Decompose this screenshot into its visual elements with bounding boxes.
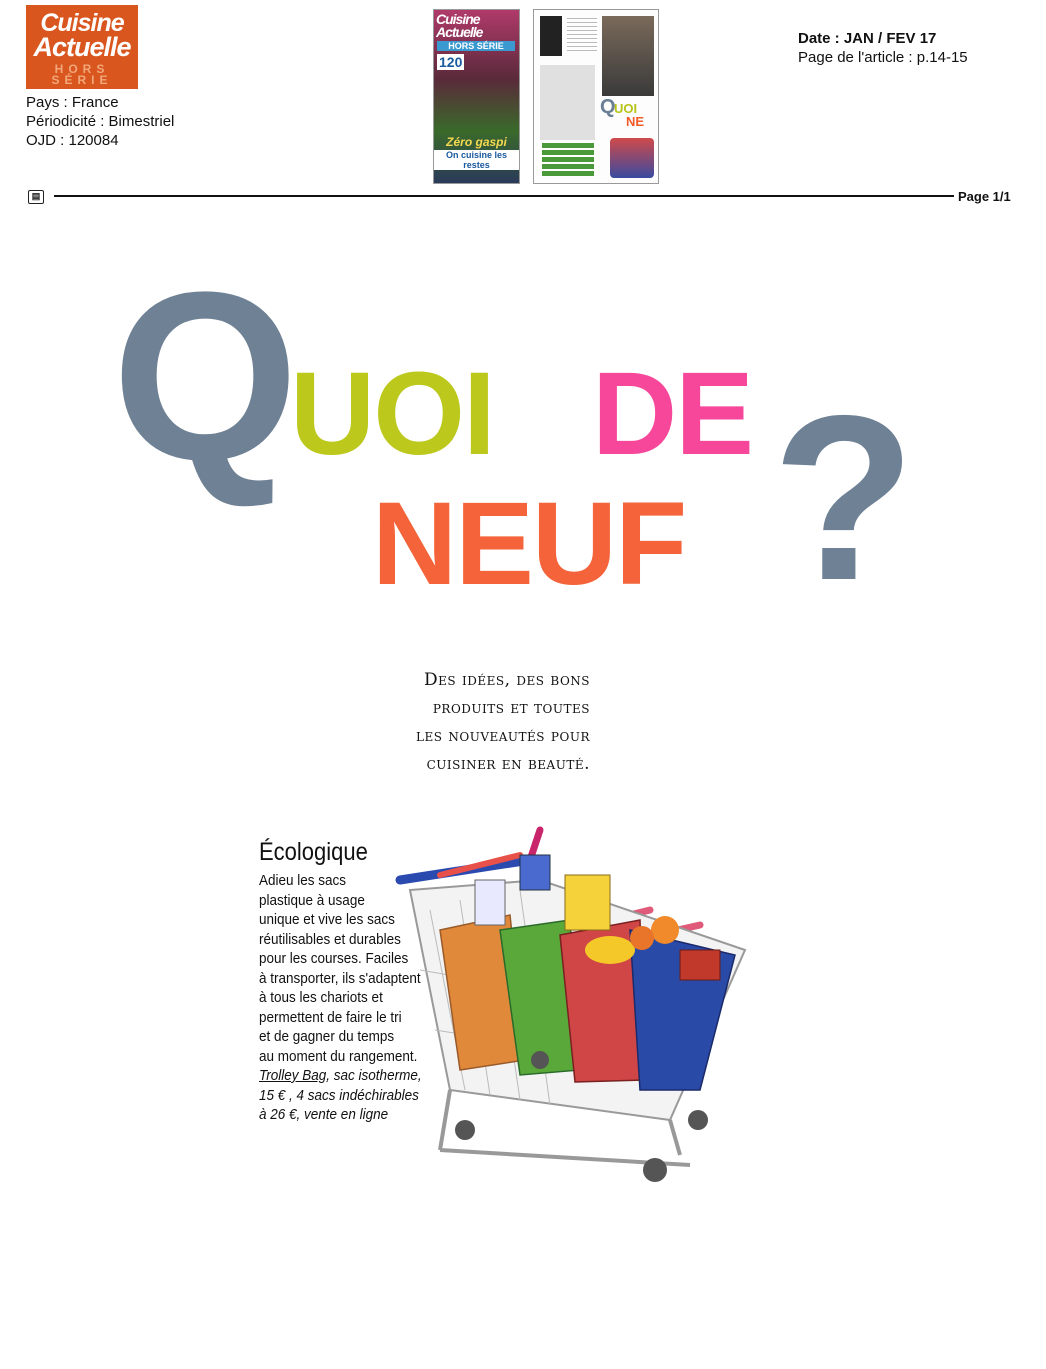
- article-line: réutilisables et durables: [259, 930, 401, 948]
- brand-name: Trolley Bag: [259, 1067, 327, 1084]
- title-question-mark: ?: [772, 366, 916, 629]
- issue-meta: [798, 29, 968, 67]
- article-line: à transporter, ils s'adaptent: [259, 969, 421, 987]
- cover-count: 120: [439, 54, 463, 70]
- article-line: unique et vive les sacs: [259, 911, 395, 928]
- thumb-product-photo: [540, 16, 562, 56]
- cover-thumbnail: [433, 9, 520, 184]
- logo-hors-serie: HORS SÉRIE: [51, 62, 113, 87]
- article-line: Adieu les sacs: [259, 872, 347, 889]
- article-icon: ▤: [28, 190, 44, 204]
- cover-title: Cuisine Actuelle: [436, 11, 483, 40]
- title-neuf: NEUF: [372, 478, 686, 610]
- article-line: au moment du rangement.: [259, 1047, 418, 1065]
- circulation: OJD : 120084: [26, 132, 119, 149]
- thumb-shop-photo: [602, 16, 654, 96]
- country: Pays : France: [26, 94, 119, 111]
- article-heading: Écologique: [259, 838, 368, 866]
- logo-line-1: Cuisine: [40, 9, 124, 37]
- subtitle-line: les nouveautés pour: [416, 726, 590, 746]
- article-line: pour les courses. Faciles: [259, 950, 409, 967]
- article-line: permettent de faire le tri: [259, 1008, 402, 1026]
- thumb-cart-photo: [610, 138, 654, 178]
- article-line: à tous les chariots et: [259, 989, 383, 1006]
- thumb-appliance-photo: [540, 65, 595, 140]
- page-number: Page 1/1: [958, 189, 1011, 204]
- issue-date: Date : JAN / FEV 17: [798, 30, 937, 47]
- header-divider: [54, 195, 954, 197]
- title-uoi: UOI: [290, 348, 494, 480]
- thumb-title: Q UOI NE: [600, 96, 645, 129]
- title-de: DE: [592, 348, 752, 480]
- subtitle-line: cuisiner en beauté.: [426, 754, 590, 774]
- title-letter-q: Q: [112, 242, 295, 510]
- subtitle-line: Des idées, des bons: [423, 670, 590, 690]
- article-page-thumbnail: [533, 9, 659, 184]
- thumb-text-block: [567, 18, 597, 54]
- logo-line-2: Actuelle: [33, 32, 131, 62]
- cover-headline: Zéro gaspi: [446, 135, 507, 149]
- article-line: plastique à usage: [259, 891, 365, 909]
- subtitle: [300, 666, 590, 778]
- subtitle-line: produits et toutes: [432, 698, 590, 718]
- cover-hors-serie: HORS SÉRIE: [437, 41, 515, 51]
- magazine-logo: [26, 5, 138, 89]
- shopping-trolley-illustration: [380, 820, 760, 1190]
- article-pages: Page de l'article : p.14-15: [798, 49, 968, 66]
- cover-subheadline: On cuisine les restes: [434, 150, 519, 170]
- price-line-2: 15 € , 4 sacs indéchirables: [259, 1086, 419, 1104]
- article-line: et de gagner du temps: [259, 1028, 395, 1045]
- publication-meta: [26, 93, 174, 150]
- price-line-3: à 26 €, vente en ligne: [259, 1106, 389, 1123]
- thumb-captions: [542, 143, 594, 177]
- periodicity: Périodicité : Bimestriel: [26, 113, 175, 130]
- price-line-1-rest: , sac isotherme,: [326, 1067, 422, 1084]
